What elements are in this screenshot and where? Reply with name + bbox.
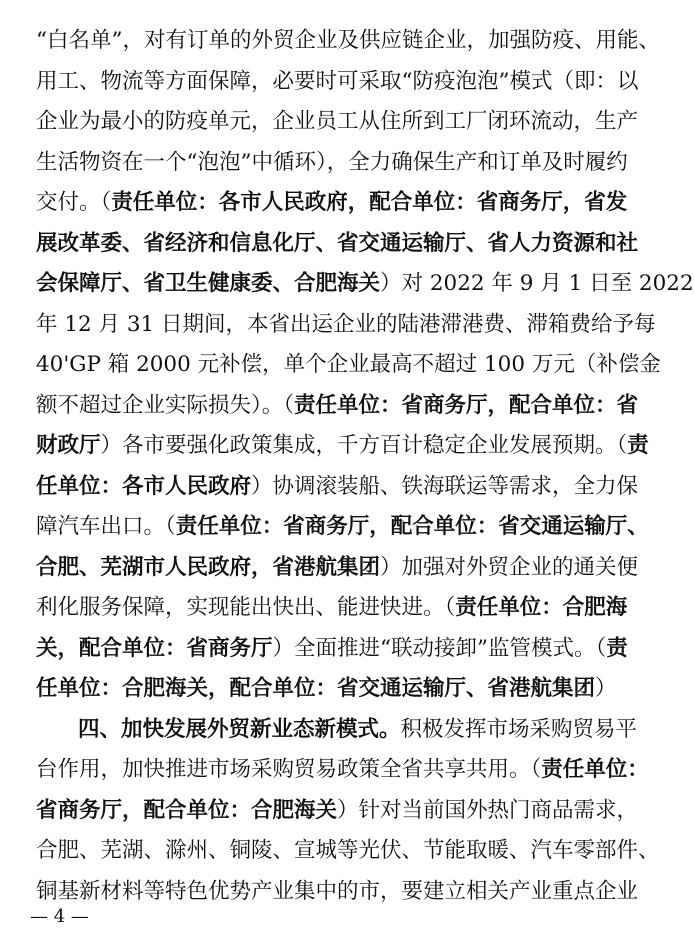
body-line <box>36 547 639 589</box>
text-run: ）全面推进“联动接卸”监管模式。（ <box>272 635 607 661</box>
body-line <box>36 871 639 913</box>
text-run: 额不超过企业实际损失）。（ <box>36 392 295 418</box>
text-run: 40'GP 箱 2000 元补偿，单个企业最高不超过 100 万元（补偿金 <box>36 352 661 377</box>
text-run: 台作用，加快推进市场采购贸易政策全省共享共用。（ <box>36 757 542 782</box>
body-line <box>36 304 656 346</box>
text-run: ）对 2022 年 9 月 1 日至 2022 <box>380 271 694 296</box>
body-line <box>36 101 639 143</box>
bold-text-run: 省商务厅，配合单位：合肥海关 <box>36 797 338 823</box>
bold-text-run: 责任单位：合肥海 <box>455 595 628 620</box>
body-line <box>36 790 639 832</box>
bold-text-run: 关，配合单位：省商务厅 <box>36 635 273 661</box>
body-line <box>36 587 628 629</box>
body-line <box>36 466 639 508</box>
text-run: “白名单”，对有订单的外贸企业及供应链企业，加强防疫、用能、 <box>36 28 660 53</box>
body-line <box>36 263 694 305</box>
text-run: ） <box>595 676 617 701</box>
body-line <box>36 223 639 265</box>
text-run: 利化服务保障，实现能出快出、能进快进。（ <box>36 595 456 620</box>
bold-text-run: 任单位：各市人民政府 <box>36 473 252 499</box>
text-run: 年 12 月 31 日期间，本省出运企业的陆港滞港费、滞箱费给予每 <box>36 311 656 337</box>
body-line <box>36 385 639 427</box>
page-number: — 4 — <box>30 906 89 927</box>
bold-text-run: 任单位：合肥海关，配合单位：省交通运输厅、省港航集团 <box>36 676 596 701</box>
bold-text-run: 责任单位：省商务厅，配合单位：省交通运输厅、 <box>175 514 649 539</box>
bold-text-run: 责任单位： <box>541 757 649 782</box>
bold-text-run: 责 <box>627 433 649 458</box>
body-line <box>36 830 660 872</box>
body-line <box>36 668 620 710</box>
text-run: 企业为最小的防疫单元，企业员工从住所到工厂闭环流动，生产 <box>36 109 639 134</box>
text-run: ）加强对外贸企业的通关便 <box>380 554 639 580</box>
text-run: 合肥、芜湖、滁州、铜陵、宣城等光伏、节能取暖、汽车零部件、 <box>36 838 660 863</box>
text-run: 积极发挥市场采购贸易平 <box>400 716 638 742</box>
text-run: ）协调滚装船、铁海联运等需求，全力保 <box>251 473 639 499</box>
text-run: 交付。（ <box>36 190 112 215</box>
bold-text-run: 合肥、芜湖市人民政府，省港航集团 <box>36 554 381 580</box>
text-run: 铜基新材料等特色优势产业集中的市，要建立相关产业重点企业 <box>36 878 639 904</box>
section-heading-line <box>78 709 638 751</box>
bold-text-run: 四、加快发展外贸新业态新模式。 <box>78 716 401 742</box>
body-line <box>36 142 628 184</box>
body-line <box>36 628 628 670</box>
body-line <box>36 61 639 103</box>
bold-text-run: 责任单位：省商务厅，配合单位：省 <box>294 392 639 418</box>
body-line <box>36 20 660 62</box>
bold-text-run: 展改革委、省经济和信息化厅、省交通运输厅、省人力资源和社 <box>36 230 639 256</box>
bold-text-run: 财政厅 <box>36 433 101 458</box>
bold-text-run: 责任单位：各市人民政府，配合单位：省商务厅，省发 <box>111 190 628 215</box>
text-run: ）各市要强化政策集成，千方百计稳定企业发展预期。（ <box>100 433 628 458</box>
bold-text-run: 责 <box>606 635 628 661</box>
text-run: 用工、物流等方面保障，必要时可采取“防疫泡泡”模式（即：以 <box>36 68 639 94</box>
text-run: ）针对当前国外热门商品需求， <box>337 797 639 823</box>
text-run: 生活物资在一个“泡泡”中循环），全力确保生产和订单及时履约 <box>36 149 628 175</box>
body-line <box>36 344 661 386</box>
text-run: 障汽车出口。（ <box>36 514 176 539</box>
body-line <box>36 749 649 791</box>
body-line <box>36 182 628 224</box>
body-line <box>36 506 649 548</box>
bold-text-run: 会保障厅、省卫生健康委、合肥海关 <box>36 271 381 296</box>
body-line <box>36 425 649 467</box>
